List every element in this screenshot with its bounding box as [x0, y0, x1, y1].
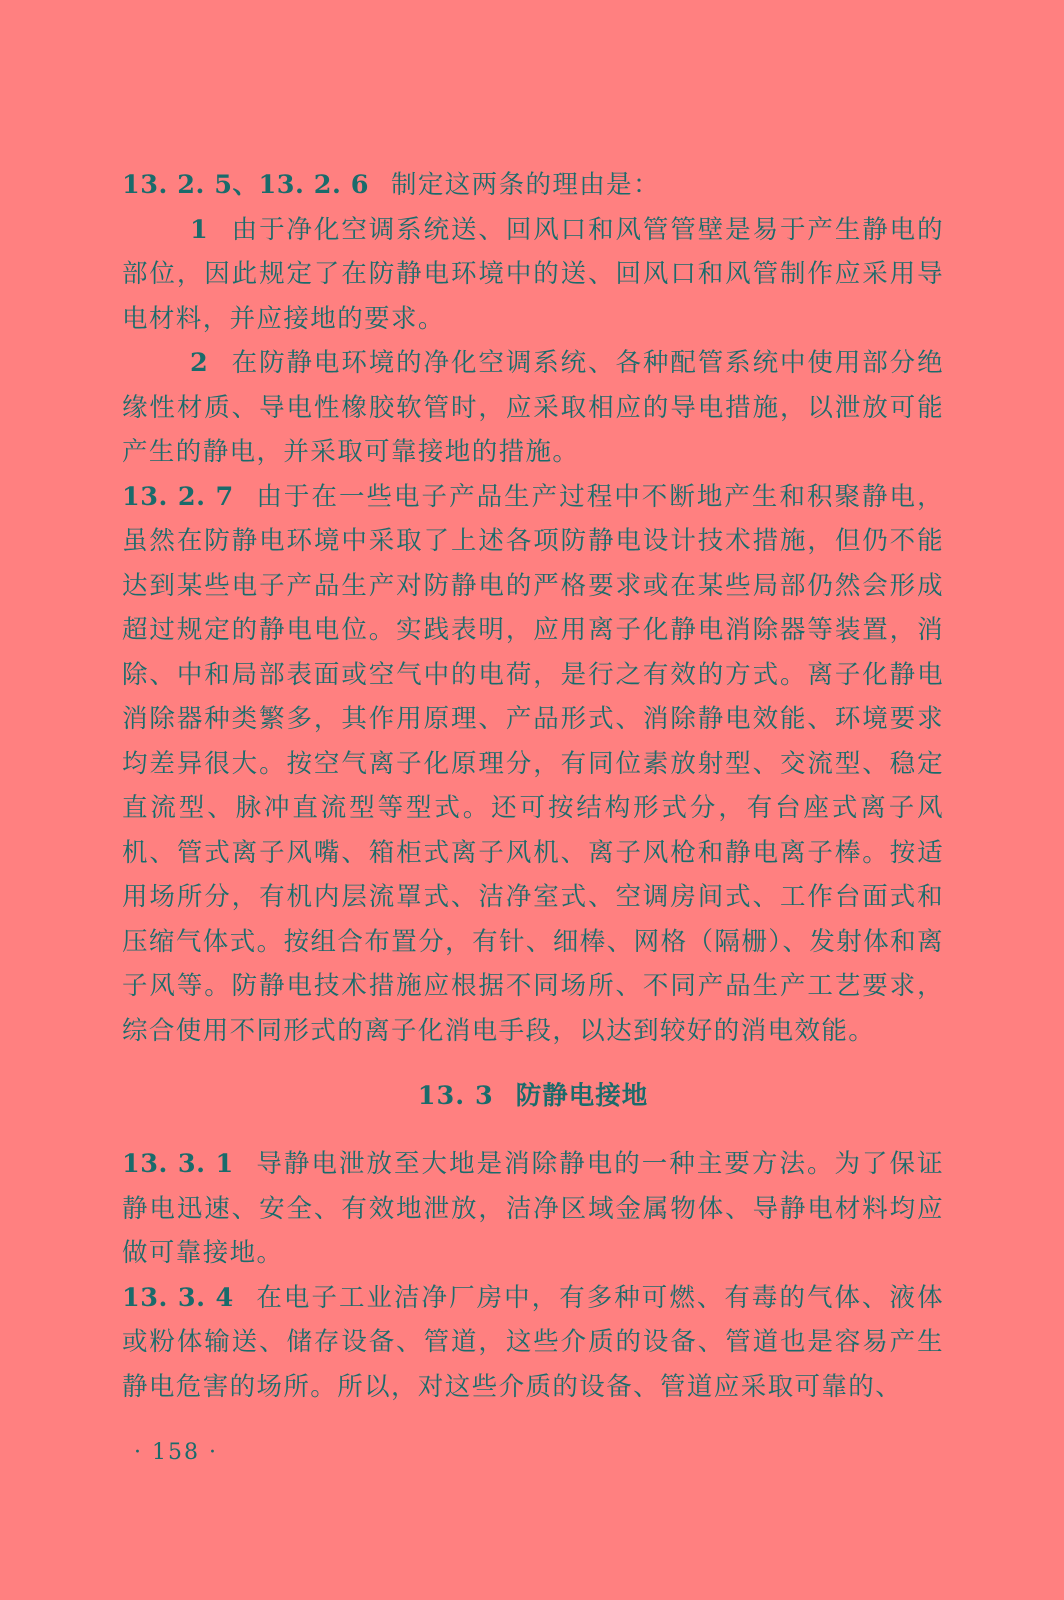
clause-13-3-4 [122, 1276, 944, 1410]
page-body [122, 163, 944, 1409]
clause-text: 制定这两条的理由是： [390, 170, 660, 200]
clause-text: 在电子工业洁净厂房中，有多种可燃、有毒的气体、液体或粉体输送、储存设备、管道，这些介质的设备、管道也是容易产生静电危害的场所。所以，对这些介质的设备、管道应采取可靠的、 [122, 1282, 944, 1402]
item-text: 在防静电环境的净化空调系统、各种配管系统中使用部分绝缘性材质、导电性橡胶软管时，应采取相应的导电措施，以泄放可能产生的静电，并采取可靠接地的措施。 [122, 348, 944, 467]
page-number: · 158 · [134, 1440, 218, 1465]
item-text: 由于净化空调系统送、回风口和风管管壁是易于产生静电的部位，因此规定了在防静电环境中的送、回风口和风管制作应采用导电材料，并应接地的要求。 [122, 214, 944, 334]
clause-number: 13. 3. 1 [122, 1149, 234, 1179]
clause-13-2-7 [122, 475, 944, 1054]
clause-13-3-1 [122, 1142, 944, 1276]
clause-text: 由于在一些电子产品生产过程中不断地产生和积聚静电，虽然在防静电环境中采取了上述各项防静电设计技术措施，但仍不能达到某些电子产品生产对防静电的严格要求或在某些局部仍然会形成超过规定的静电电位。实践表明，应用离子化静电消除器等装置，消除、中和局部表面或空气中的电荷，是行之有效的方式。离子化静电消除器种类繁多，其作用原理、产品形式、消除静电效能、环境要求均差异很大。按空气离子化原理分，有同位素放射型、交流型、稳定直流型、脉冲直流型等型式。还可按结构形式分，有台座式离子风机、管式离子风嘴、箱柜式离子风机、离子风枪和静电离子棒。按适用场所分，有机内层流罩式、洁净室式、空调房间式、工作台面式和压缩气体式。按组合布置分，有针、细棒、网格（隔栅）、发射体和离子风等。防静电技术措施应根据不同场所、不同产品生产工艺要求，综合使用不同形式的离子化消电手段，以达到较好的消电效能。 [122, 481, 944, 1046]
item-number: 1 [190, 214, 210, 245]
clause-number: 13. 2. 5、13. 2. 6 [122, 170, 369, 200]
clause-number: 13. 2. 7 [122, 481, 234, 512]
clause-number: 13. 3. 4 [122, 1282, 234, 1313]
clause-13-2-5 [122, 163, 944, 208]
clause-text: 导静电泄放至大地是消除静电的一种主要方法。为了保证静电迅速、安全、有效地泄放，洁净区域金属物体、导静电材料均应做可靠接地。 [122, 1149, 944, 1268]
item-number: 2 [190, 348, 210, 378]
section-title: 防静电接地 [515, 1081, 649, 1111]
item-2 [122, 341, 944, 475]
section-number: 13. 3 [417, 1081, 494, 1111]
section-heading [122, 1074, 944, 1118]
item-1 [122, 208, 944, 342]
